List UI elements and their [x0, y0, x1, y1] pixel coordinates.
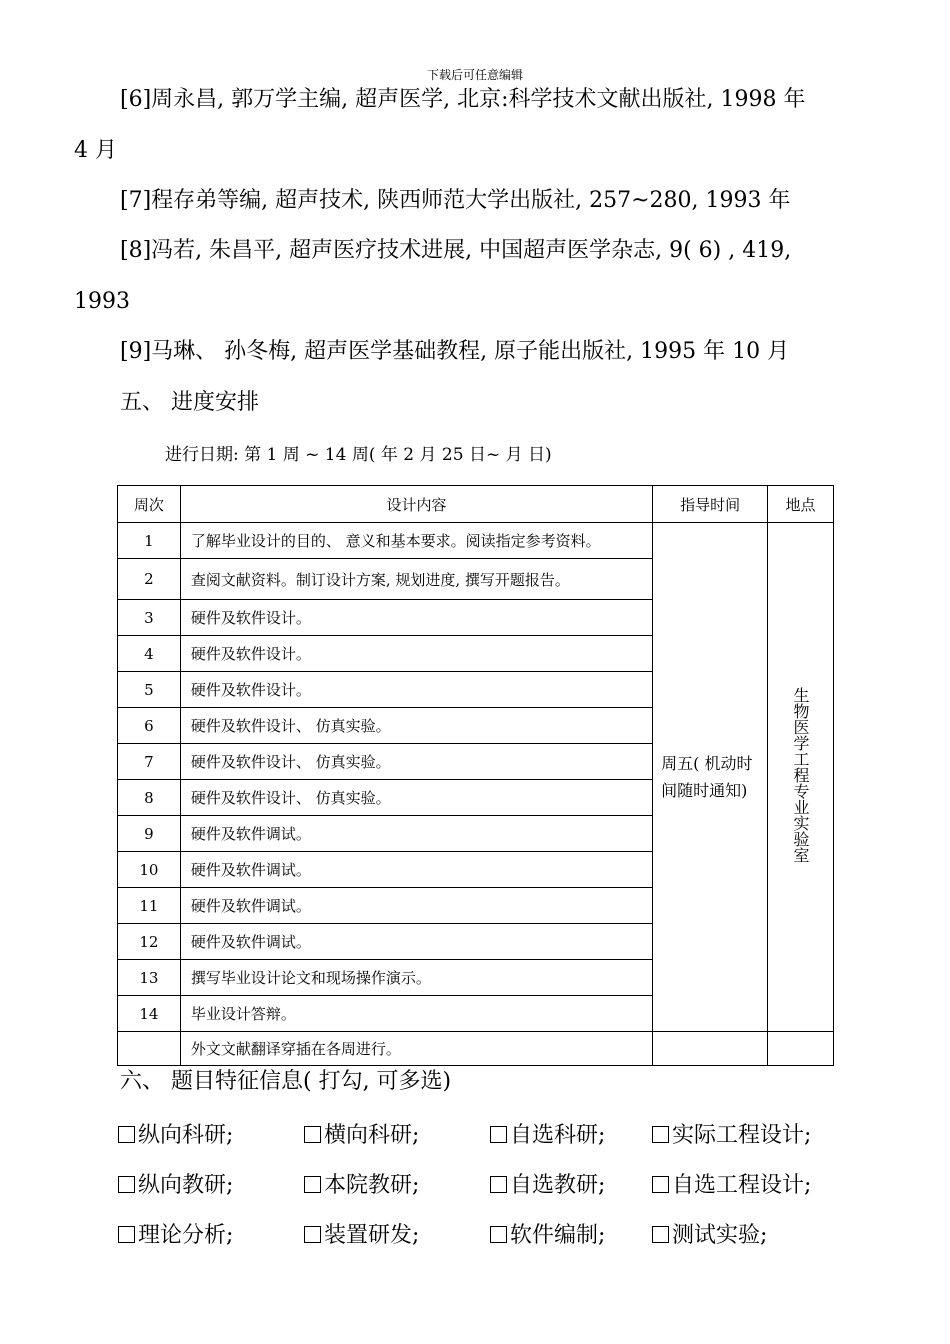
feature-checkbox[interactable] — [118, 1168, 233, 1199]
feature-checkbox[interactable] — [490, 1218, 605, 1249]
header-guide-time: 指导时间 — [653, 486, 768, 523]
table-footer-row — [118, 1032, 834, 1066]
content-cell: 硬件及软件调试。 — [180, 816, 652, 852]
footer-guide-cell — [653, 1032, 768, 1066]
feature-label: 自选工程设计; — [672, 1173, 812, 1198]
place-text: 生物医学工程专业实验室 — [791, 687, 811, 863]
feature-label: 装置研发; — [324, 1223, 420, 1248]
week-cell: 5 — [118, 672, 181, 708]
footer-place-cell — [768, 1032, 834, 1066]
schedule-date-note: 进行日期: 第 1 周 ~ 14 周( 年 2 月 25 日~ 月 日) — [165, 445, 552, 465]
content-cell: 硬件及软件设计、 仿真实验。 — [180, 744, 652, 780]
feature-checkbox[interactable] — [490, 1118, 605, 1149]
content-cell: 硬件及软件设计、 仿真实验。 — [180, 780, 652, 816]
feature-checkbox[interactable] — [652, 1118, 811, 1149]
guide-time-cell: 周五( 机动时间随时通知) — [653, 523, 768, 1032]
schedule-table — [117, 485, 834, 1066]
content-cell: 硬件及软件设计。 — [180, 636, 652, 672]
table-row — [118, 523, 834, 559]
table-header-row — [118, 486, 834, 523]
content-cell: 硬件及软件调试。 — [180, 924, 652, 960]
feature-checkbox[interactable] — [652, 1168, 811, 1199]
header-content: 设计内容 — [180, 486, 652, 523]
page-header: 下载后可任意编辑 — [426, 68, 523, 82]
feature-label: 自选科研; — [510, 1123, 606, 1148]
week-cell: 4 — [118, 636, 181, 672]
week-cell: 9 — [118, 816, 181, 852]
content-cell: 硬件及软件设计、 仿真实验。 — [180, 708, 652, 744]
reference-9: [9]马琳、 孙冬梅, 超声医学基础教程, 原子能出版社, 1995 年 10 月 — [120, 339, 790, 364]
content-cell: 硬件及软件调试。 — [180, 888, 652, 924]
checkbox-icon — [652, 1176, 669, 1193]
feature-checkbox[interactable] — [490, 1168, 605, 1199]
week-cell: 2 — [118, 559, 181, 600]
content-cell: 撰写毕业设计论文和现场操作演示。 — [180, 960, 652, 996]
content-cell: 硬件及软件设计。 — [180, 600, 652, 636]
footer-content-cell: 外文文献翻译穿插在各周进行。 — [180, 1032, 652, 1066]
content-cell: 查阅文献资料。制订设计方案, 规划进度, 撰写开题报告。 — [180, 559, 652, 600]
reference-8: [8]冯若, 朱昌平, 超声医疗技术进展, 中国超声医学杂志, 9( 6) , 419, — [120, 238, 792, 263]
checkbox-icon — [304, 1226, 321, 1243]
content-cell: 毕业设计答辩。 — [180, 996, 652, 1032]
content-cell: 硬件及软件调试。 — [180, 852, 652, 888]
content-cell: 了解毕业设计的目的、 意义和基本要求。阅读指定参考资料。 — [180, 523, 652, 559]
feature-checkbox[interactable] — [304, 1118, 419, 1149]
week-cell: 3 — [118, 600, 181, 636]
checkbox-icon — [118, 1226, 135, 1243]
feature-label: 理论分析; — [138, 1223, 234, 1248]
reference-8-cont: 1993 — [74, 289, 130, 314]
feature-label: 横向科研; — [324, 1123, 420, 1148]
feature-label: 纵向科研; — [138, 1123, 234, 1148]
week-cell: 7 — [118, 744, 181, 780]
section-6-title: 六、 题目特征信息( 打勾, 可多选) — [120, 1069, 452, 1094]
week-cell: 11 — [118, 888, 181, 924]
section-5-title: 五、 进度安排 — [120, 390, 259, 415]
feature-label: 软件编制; — [510, 1223, 606, 1248]
reference-7: [7]程存弟等编, 超声技术, 陕西师范大学出版社, 257~280, 1993 年 — [120, 188, 791, 213]
reference-6: [6]周永昌, 郭万学主编, 超声医学, 北京:科学技术文献出版社, 1998 年 — [120, 87, 806, 112]
checkbox-icon — [118, 1126, 135, 1143]
checkbox-icon — [490, 1126, 507, 1143]
week-cell: 10 — [118, 852, 181, 888]
checkbox-icon — [490, 1226, 507, 1243]
feature-label: 本院教研; — [324, 1173, 420, 1198]
week-cell: 8 — [118, 780, 181, 816]
feature-label: 自选教研; — [510, 1173, 606, 1198]
checkbox-icon — [490, 1176, 507, 1193]
feature-checkbox[interactable] — [304, 1168, 419, 1199]
checkbox-icon — [118, 1176, 135, 1193]
week-cell: 13 — [118, 960, 181, 996]
week-cell: 6 — [118, 708, 181, 744]
footer-week-cell — [118, 1032, 181, 1066]
place-cell — [768, 523, 834, 1032]
content-cell: 硬件及软件设计。 — [180, 672, 652, 708]
checkbox-icon — [652, 1126, 669, 1143]
feature-checkbox[interactable] — [304, 1218, 419, 1249]
feature-label: 纵向教研; — [138, 1173, 234, 1198]
checkbox-icon — [652, 1226, 669, 1243]
week-cell: 12 — [118, 924, 181, 960]
feature-checkbox[interactable] — [118, 1218, 233, 1249]
week-cell: 1 — [118, 523, 181, 559]
header-week: 周次 — [118, 486, 181, 523]
checkbox-icon — [304, 1176, 321, 1193]
feature-checkbox[interactable] — [652, 1218, 767, 1249]
reference-6-cont: 4 月 — [74, 138, 117, 163]
week-cell: 14 — [118, 996, 181, 1032]
checkbox-icon — [304, 1126, 321, 1143]
feature-checkbox[interactable] — [118, 1118, 233, 1149]
feature-label: 实际工程设计; — [672, 1123, 812, 1148]
feature-label: 测试实验; — [672, 1223, 768, 1248]
header-place: 地点 — [768, 486, 834, 523]
